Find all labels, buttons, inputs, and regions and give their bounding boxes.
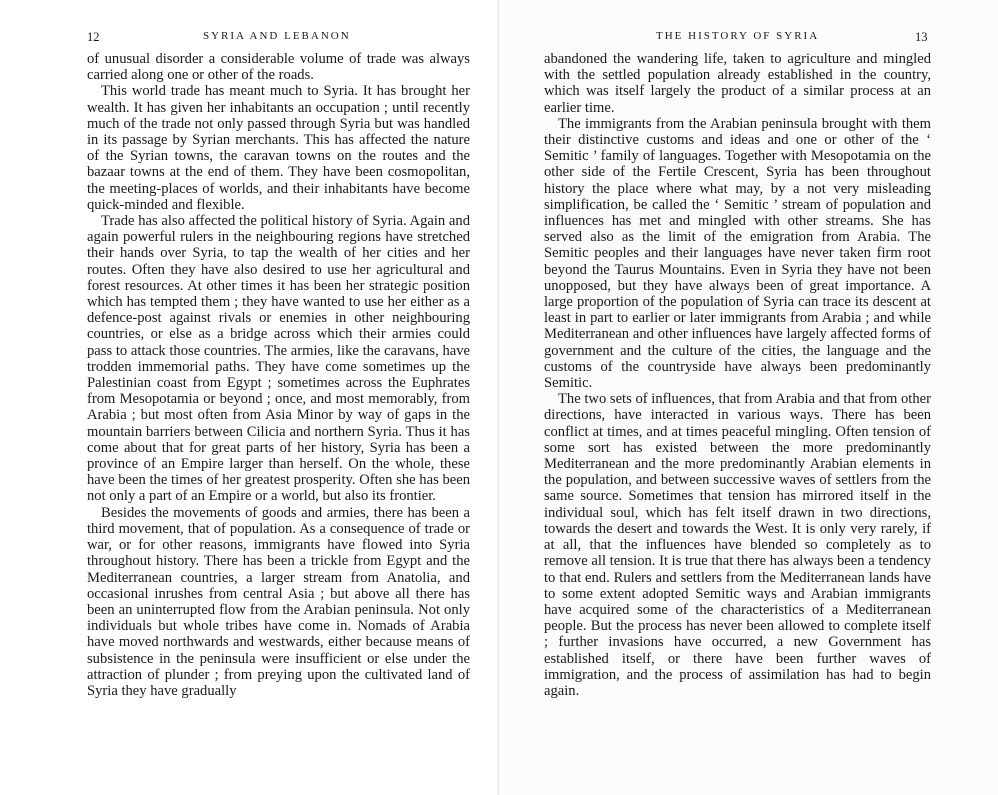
- paragraph: The two sets of influences, that from Arabia and that from other directions, have interacted in various ways. There has been conflict at times, and at times peaceful mingling. Often tension of some sort has existed between the more predominantly Mediterranean and the more predominantly Arabian elements in the population, and between successive waves of settlers from the same source. Sometimes that tension has mirrored itself in the individual soul, which has felt itself drawn in two directions, towards the desert and towards the West. It is only very rarely, if at all, that the influences have blended so completely as to remove all tension. It is true that there has always been a tendency to that end. Rulers and settlers from the Mediterranean lands have to some extent adopted Semitic ways and Arabian immigrants have acquired some of the characteristics of a Mediterranean people. But the process has never been allowed to complete itself ; further invasions have occurred, a new Government has established itself, or there have been further waves of immigration, and the process of assimilation has had to begin again.: [544, 391, 931, 699]
- paragraph: of unusual disorder a considerable volume of trade was always carried along one or other of the roads.: [87, 51, 470, 84]
- running-head: THE HISTORY OF SYRIA: [656, 30, 820, 42]
- paragraph: Besides the movements of goods and armies, there has been a third movement, that of population. As a consequence of trade or war, or for other reasons, immigrants have flowed into Syria throughout history. There has been a trickle from Egypt and the Mediterranean countries, a larger stream from Anatolia, and occasional inrushes from central Asia ; but above all there has been an uninterrupted flow from the Arabian peninsula. Not only individuals but whole tribes have come in. Nomads of Arabia have moved northwards and westwards, either because means of subsistence in the peninsula were insufficient or else under the attraction of plunder ; from preying upon the cultivated land of Syria they have gradually: [87, 504, 470, 699]
- running-head: SYRIA AND LEBANON: [203, 30, 351, 42]
- paragraph: This world trade has meant much to Syria. It has brought her wealth. It has given her inhabitants an occupation ; until recently much of the trade not only passed through Syria but was handled in its passage by Syrian merchants. This has affected the nature of the Syrian towns, the caravan towns on the routes and the bazaar towns at the end of them. They have been cosmopolitan, the meeting-places of worlds, and their inhabitants have become quick-minded and flexible.: [87, 83, 470, 213]
- body-text: [544, 51, 931, 699]
- body-text: [87, 51, 470, 699]
- page-number: 12: [87, 30, 100, 44]
- paragraph: The immigrants from the Arabian peninsula brought with them their distinctive customs and ideas and one or other of the ‘ Semitic ’ family of languages. Together with Mesopotamia on the other side of the Fertile Crescent, Syria has been throughout history the place where what may, by a not very misleading simplification, be called the ‘ Semitic ’ stream of population and influences has met and mingled with other streams. She has served also as the limit of the emigration from Arabia. The Semitic peoples and their languages have never taken firm root beyond the Taurus Mountains. Even in Syria they have not been unopposed, but they have always been of great importance. A large proportion of the population of Syria can trace its descent at least in part to earlier or later immigrants from Arabia ; and while Mediterranean and other influences have largely affected forms of government and the culture of the cities, the language and the customs of the countryside have always been predominantly Semitic.: [544, 115, 931, 392]
- page-number: 13: [915, 30, 928, 44]
- right-page: [499, 0, 998, 795]
- paragraph: Trade has also affected the political history of Syria. Again and again powerful rulers in the neighbouring regions have stretched their hands over Syria, to tap the wealth of her cities and her routes. Often they have also desired to use her agricultural and forest resources. At other times it has been her strategic position which has tempted them ; they have wanted to use her either as a defence-post against rivals or enemies in other neighbouring countries, or else as a bridge across which their armies could pass to attack those countries. The armies, like the caravans, have trodden immemorial paths. They have come sometimes up the Palestinian coast from Egypt ; sometimes across the Euphrates from Mesopotamia or beyond ; once, and most memorably, from Arabia ; but most often from Asia Minor by way of gaps in the mountain barriers between Cilicia and northern Syria. Thus it has come about that for great parts of her history, Syria has been a province of an Empire larger than herself. On the whole, these have been the times of her greatest prosperity. Often she has been not only a part of an Empire or a world, but also its frontier.: [87, 213, 470, 505]
- paragraph: abandoned the wandering life, taken to agriculture and mingled with the settled population already established in the country, which was itself largely the product of a similar process at an earlier time.: [544, 51, 931, 116]
